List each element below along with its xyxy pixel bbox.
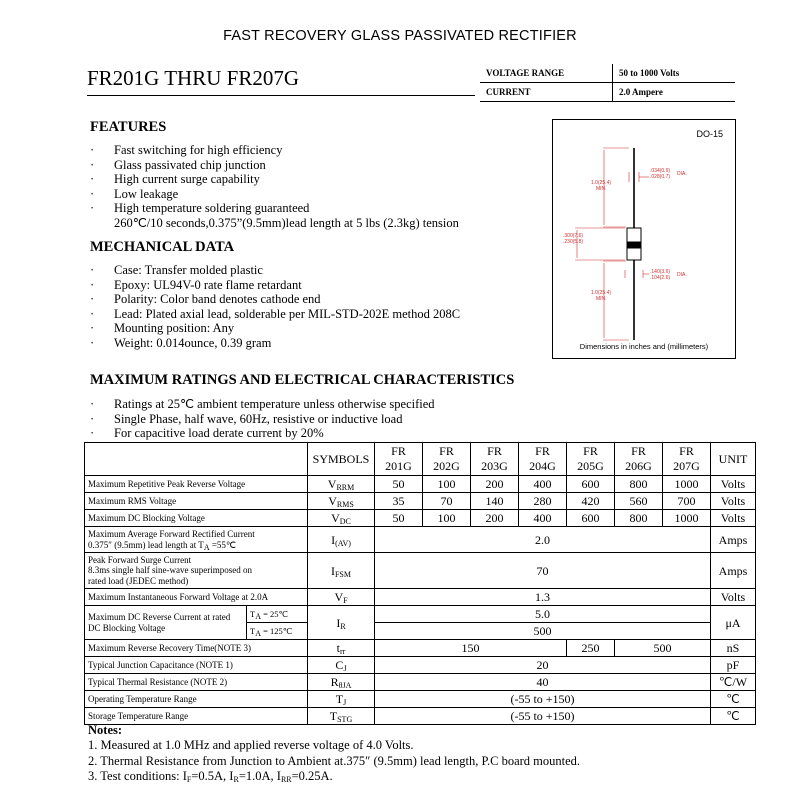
package-caption: Dimensions in inches and (millimeters) [579, 342, 709, 351]
symbol: $I_{(AV)}$ [308, 527, 375, 553]
table-cell: 50 [375, 510, 423, 527]
symbol: $I_{FSM}$ [308, 553, 375, 589]
table-cell: Operating Temperature Range [85, 691, 308, 708]
ratings-item: · Single Phase, half wave, 60Hz, resistive or inductive load [90, 411, 403, 426]
feature-item: · High temperature soldering guaranteed [90, 201, 310, 215]
symbol: $V_{RRM}$ [308, 476, 375, 493]
table-cell: 200 [471, 510, 519, 527]
symbol: $I_R$ [308, 606, 375, 640]
ratings-item: · For capacitive load derate current by 20% [90, 426, 324, 440]
table-row [85, 589, 756, 606]
table-cell: 400 [519, 510, 567, 527]
header-blank [85, 443, 308, 476]
table-cell: 200 [471, 476, 519, 493]
lead-dia-max: .034(0.9) [650, 168, 671, 174]
table-cell: (-55 to +150) [375, 708, 711, 725]
mechanical-item: · Lead: Plated axial lead, solderable per MIL-STD-202E method 208C [90, 306, 461, 321]
notes-section [88, 723, 580, 784]
feature-item: · Fast switching for high efficiency [90, 143, 283, 157]
table-row [85, 606, 756, 623]
body-dia-min: .104(2.6) [650, 275, 671, 281]
notes-heading: Notes: [88, 723, 123, 737]
table-cell: Typical Thermal Resistance (NOTE 2) [85, 674, 308, 691]
symbol: $C_J$ [308, 657, 375, 674]
mechanical-item: · Epoxy: UL94V-0 rate flame retardant [90, 277, 302, 292]
package-name: DO-15 [696, 129, 723, 139]
voltage-range-value: 50 to 1000 Volts [613, 64, 736, 83]
table-cell: 100 [423, 476, 471, 493]
feature-item-continuation: 260℃/10 seconds,0.375”(9.5mm)lead length at 5 lbs (2.3kg) tension [114, 215, 459, 230]
body-dia-max: .140(3.6) [650, 269, 671, 275]
table-cell: 100 [423, 510, 471, 527]
table-cell: 800 [615, 510, 663, 527]
part-number-range: FR201G THRU FR207G [87, 66, 299, 90]
note-1: 1. Measured at 1.0 MHz and applied reverse voltage of 4.0 Volts. [88, 738, 414, 753]
table-cell: nS [711, 640, 756, 657]
symbol: $R_{\theta JA}$ [308, 674, 375, 691]
symbol: $V_{DC}$ [308, 510, 375, 527]
features-heading: FEATURES [90, 119, 167, 135]
table-cell: 1000 [663, 510, 711, 527]
mechanical-item: · Weight: 0.014ounce, 0.39 gram [90, 335, 272, 350]
body-length-max: .300(7.6) [563, 233, 584, 239]
table-row [85, 527, 756, 553]
table-cell: 280 [519, 493, 567, 510]
table-row [85, 553, 756, 589]
unit-header: UNIT [711, 443, 756, 476]
table-cell: 500 [375, 623, 711, 640]
mechanical-item: · Mounting position: Any [90, 321, 235, 335]
table-cell: 560 [615, 493, 663, 510]
table-row [85, 493, 756, 510]
table-cell: 600 [567, 476, 615, 493]
mechanical-list [90, 263, 460, 350]
features-list [90, 143, 459, 230]
part-header: FR 204G [519, 443, 567, 476]
table-cell: 70 [375, 553, 711, 589]
lower-lead-min: MIN. [596, 296, 607, 302]
package-outline-drawing [552, 119, 736, 359]
table-cell: 150 [375, 640, 567, 657]
mechanical-item: · Polarity: Color band denotes cathode end [90, 292, 321, 306]
symbol: $t_{rr}$ [308, 640, 375, 657]
table-row [85, 708, 756, 725]
table-cell: Maximum Average Forward Rectified Current 0.375″ (9.5mm) lead length at $T_A$ =55℃ [85, 527, 308, 553]
table-cell: 700 [663, 493, 711, 510]
table-cell: ℃ [711, 708, 756, 725]
table-header-row [85, 443, 756, 476]
header-rule [87, 95, 475, 96]
note-3: 3. Test conditions: $I_F=0.5A$, $I_R=1.0A$, $I_{RR}=0.25A$. [88, 768, 333, 784]
mechanical-item: · Case: Transfer molded plastic [90, 263, 263, 277]
table-cell: Maximum Instantaneous Forward Voltage at 2.0A [85, 589, 308, 606]
table-cell: 40 [375, 674, 711, 691]
table-cell: 500 [615, 640, 711, 657]
table-cell: 2.0 [375, 527, 711, 553]
table-cell: Maximum DC Blocking Voltage [85, 510, 308, 527]
table-cell: Typical Junction Capacitance (NOTE 1) [85, 657, 308, 674]
table-cell: Peak Forward Surge Current 8.3ms single half sine-wave superimposed on rated load (JEDEC method) [85, 553, 308, 589]
symbol: $T_J$ [308, 691, 375, 708]
symbol: $V_F$ [308, 589, 375, 606]
table-cell: Maximum RMS Voltage [85, 493, 308, 510]
table-cell: pF [711, 657, 756, 674]
lead-dia-min: .028(0.7) [650, 174, 671, 180]
part-header: FR 205G [567, 443, 615, 476]
table-cell: 420 [567, 493, 615, 510]
table-cell: $T_A$ = 125℃ [247, 623, 308, 640]
table-cell: 250 [567, 640, 615, 657]
part-header: FR 203G [471, 443, 519, 476]
table-cell: Volts [711, 493, 756, 510]
cathode-band [627, 242, 641, 248]
ratings-heading: MAXIMUM RATINGS AND ELECTRICAL CHARACTERISTICS [90, 372, 515, 388]
table-row [85, 476, 756, 493]
ratings-conditions [90, 397, 435, 441]
table-cell: (-55 to +150) [375, 691, 711, 708]
upper-lead-length: 1.0(25.4) [591, 180, 612, 186]
symbol: $T_{STG}$ [308, 708, 375, 725]
table-cell: 400 [519, 476, 567, 493]
table-row [85, 657, 756, 674]
table-cell: Amps [711, 553, 756, 589]
part-header: FR 202G [423, 443, 471, 476]
table-cell: 800 [615, 476, 663, 493]
feature-item: · Glass passivated chip junction [90, 157, 266, 172]
symbol: $V_{RMS}$ [308, 493, 375, 510]
table-cell: 70 [423, 493, 471, 510]
table-cell: 20 [375, 657, 711, 674]
current-value: 2.0 Ampere [613, 83, 736, 102]
lower-lead-length: 1.0(25.4) [591, 290, 612, 296]
table-row [85, 640, 756, 657]
table-cell: Amps [711, 527, 756, 553]
feature-item: · Low leakage [90, 186, 179, 201]
table-row [85, 674, 756, 691]
part-header: FR 207G [663, 443, 711, 476]
table-cell: Volts [711, 476, 756, 493]
current-label: CURRENT [480, 83, 613, 102]
do15-diagram [553, 120, 735, 358]
part-header: FR 206G [615, 443, 663, 476]
table-cell: 35 [375, 493, 423, 510]
table-cell: Maximum Repetitive Peak Reverse Voltage [85, 476, 308, 493]
table-cell: 5.0 [375, 606, 711, 623]
table-cell: Maximum DC Reverse Current at rated DC Blocking Voltage [85, 606, 247, 640]
body-dia-label: DIA. [677, 272, 687, 278]
feature-item: · High current surge capability [90, 172, 260, 186]
voltage-range-label: VOLTAGE RANGE [480, 64, 613, 83]
symbols-header: SYMBOLS [308, 443, 375, 476]
table-cell: 1000 [663, 476, 711, 493]
table-cell: Maximum Reverse Recovery Time(NOTE 3) [85, 640, 308, 657]
table-cell: 140 [471, 493, 519, 510]
spec-summary [480, 64, 735, 100]
table-cell: μA [711, 606, 756, 640]
table-cell: $T_A$ = 25℃ [247, 606, 308, 623]
table-cell: 50 [375, 476, 423, 493]
table-cell: 600 [567, 510, 615, 527]
upper-lead-min: MIN. [596, 186, 607, 192]
table-cell: ℃ [711, 691, 756, 708]
body-length-min: .230(5.8) [563, 239, 584, 245]
ratings-item: · Ratings at 25℃ ambient temperature unless otherwise specified [90, 397, 435, 411]
part-header: FR 201G [375, 443, 423, 476]
ratings-table [84, 442, 756, 725]
note-2: 2. Thermal Resistance from Junction to Ambient at.375″ (9.5mm) lead length, P.C board mounted. [88, 753, 581, 768]
lead-dia-label: DIA. [677, 171, 687, 177]
table-cell: Volts [711, 510, 756, 527]
table-cell: Storage Temperature Range [85, 708, 308, 725]
table-cell: ℃/W [711, 674, 756, 691]
table-cell: 1.3 [375, 589, 711, 606]
table-row [85, 691, 756, 708]
table-cell: Volts [711, 589, 756, 606]
document-title: FAST RECOVERY GLASS PASSIVATED RECTIFIER [223, 28, 577, 44]
table-row [85, 510, 756, 527]
mechanical-heading: MECHANICAL DATA [90, 239, 235, 255]
